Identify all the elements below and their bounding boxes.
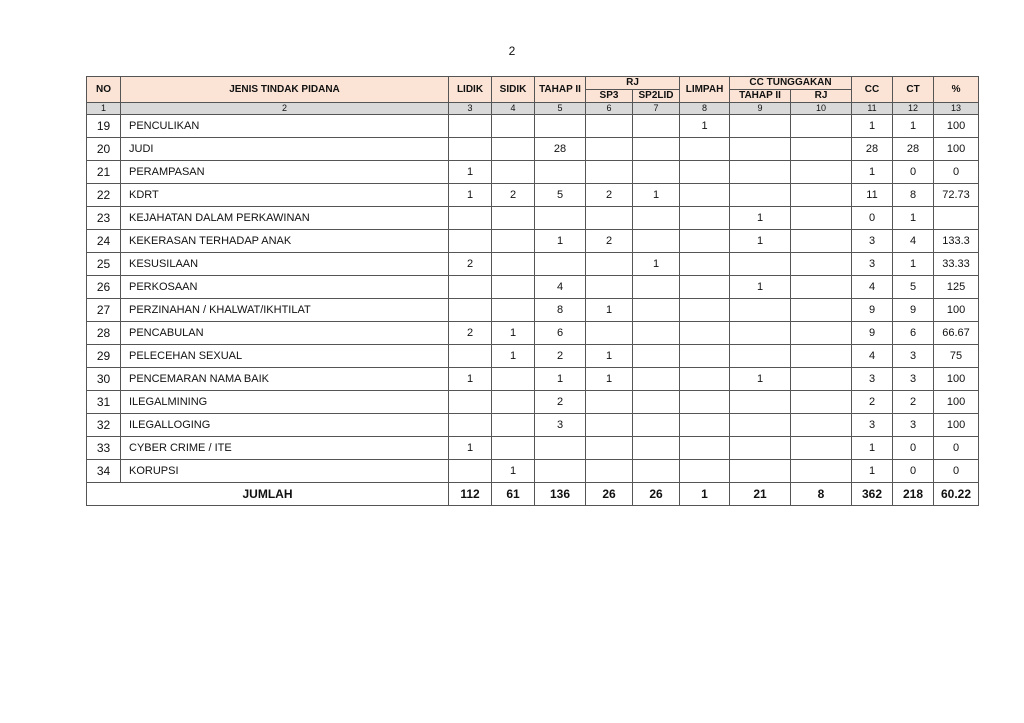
header-no: NO <box>87 77 121 103</box>
cell-sp2lid <box>633 391 680 414</box>
cell-cc: 1 <box>852 115 893 138</box>
cell-jenis-tindak-pidana: PELECEHAN SEXUAL <box>121 345 449 368</box>
cell-percent: 100 <box>934 115 979 138</box>
cell-limpah: 1 <box>680 115 730 138</box>
total-limpah: 1 <box>680 483 730 506</box>
cell-ct: 0 <box>893 161 934 184</box>
total-cct-tahap-ii: 21 <box>730 483 791 506</box>
cell-percent: 100 <box>934 368 979 391</box>
column-number: 9 <box>730 103 791 115</box>
cell-lidik: 1 <box>449 437 492 460</box>
cell-tahap-ii: 4 <box>535 276 586 299</box>
cell-limpah <box>680 460 730 483</box>
cell-no: 30 <box>87 368 121 391</box>
cell-sp3: 2 <box>586 230 633 253</box>
header-row-top <box>87 77 979 90</box>
cell-cc: 4 <box>852 345 893 368</box>
cell-sidik <box>492 276 535 299</box>
cell-sp3 <box>586 322 633 345</box>
total-sidik: 61 <box>492 483 535 506</box>
cell-sidik <box>492 253 535 276</box>
cell-cct-rj <box>791 437 852 460</box>
cell-jenis-tindak-pidana: KDRT <box>121 184 449 207</box>
cell-percent: 75 <box>934 345 979 368</box>
table-row <box>87 460 979 483</box>
cell-sidik: 1 <box>492 460 535 483</box>
column-number: 10 <box>791 103 852 115</box>
total-ct: 218 <box>893 483 934 506</box>
cell-ct: 3 <box>893 414 934 437</box>
cell-cct-tahap-ii: 1 <box>730 207 791 230</box>
cell-limpah <box>680 345 730 368</box>
cell-tahap-ii: 6 <box>535 322 586 345</box>
crime-statistics-table <box>86 76 979 506</box>
cell-percent: 0 <box>934 460 979 483</box>
cell-sp2lid <box>633 299 680 322</box>
cell-cct-tahap-ii <box>730 322 791 345</box>
cell-no: 21 <box>87 161 121 184</box>
cell-limpah <box>680 161 730 184</box>
header-percent: % <box>934 77 979 103</box>
cell-sp2lid: 1 <box>633 253 680 276</box>
cell-cc: 1 <box>852 437 893 460</box>
cell-sp2lid <box>633 414 680 437</box>
cell-cct-rj <box>791 230 852 253</box>
cell-percent: 125 <box>934 276 979 299</box>
cell-cc: 3 <box>852 253 893 276</box>
table-row <box>87 391 979 414</box>
total-tahap-ii: 136 <box>535 483 586 506</box>
table-row <box>87 115 979 138</box>
cell-tahap-ii <box>535 460 586 483</box>
cell-ct: 6 <box>893 322 934 345</box>
cell-ct: 2 <box>893 391 934 414</box>
cell-lidik: 1 <box>449 368 492 391</box>
cell-no: 29 <box>87 345 121 368</box>
cell-sidik: 2 <box>492 184 535 207</box>
column-number: 4 <box>492 103 535 115</box>
header-cc-tunggakan: CC TUNGGAKAN <box>730 77 852 90</box>
cell-sidik <box>492 437 535 460</box>
column-number: 5 <box>535 103 586 115</box>
cell-jenis-tindak-pidana: PENCABULAN <box>121 322 449 345</box>
cell-lidik <box>449 230 492 253</box>
cell-ct: 8 <box>893 184 934 207</box>
cell-limpah <box>680 414 730 437</box>
cell-sp3 <box>586 391 633 414</box>
cell-percent: 133.3 <box>934 230 979 253</box>
cell-cc: 3 <box>852 368 893 391</box>
cell-ct: 1 <box>893 207 934 230</box>
cell-jenis-tindak-pidana: PERZINAHAN / KHALWAT/IKHTILAT <box>121 299 449 322</box>
cell-no: 26 <box>87 276 121 299</box>
cell-percent <box>934 207 979 230</box>
cell-no: 34 <box>87 460 121 483</box>
cell-ct: 0 <box>893 437 934 460</box>
cell-no: 25 <box>87 253 121 276</box>
header-limpah: LIMPAH <box>680 77 730 103</box>
cell-tahap-ii <box>535 115 586 138</box>
cell-cct-rj <box>791 299 852 322</box>
cell-sidik <box>492 391 535 414</box>
cell-lidik: 2 <box>449 253 492 276</box>
column-number-row <box>87 103 979 115</box>
cell-ct: 4 <box>893 230 934 253</box>
table-row <box>87 184 979 207</box>
cell-percent: 100 <box>934 414 979 437</box>
cell-cct-tahap-ii <box>730 345 791 368</box>
cell-no: 28 <box>87 322 121 345</box>
cell-limpah <box>680 276 730 299</box>
cell-jenis-tindak-pidana: KEKERASAN TERHADAP ANAK <box>121 230 449 253</box>
cell-sidik: 1 <box>492 322 535 345</box>
cell-cct-tahap-ii <box>730 253 791 276</box>
cell-sp3 <box>586 437 633 460</box>
column-number: 8 <box>680 103 730 115</box>
cell-sidik <box>492 207 535 230</box>
cell-jenis-tindak-pidana: KEJAHATAN DALAM PERKAWINAN <box>121 207 449 230</box>
cell-jenis-tindak-pidana: PERKOSAAN <box>121 276 449 299</box>
cell-cct-rj <box>791 184 852 207</box>
cell-ct: 3 <box>893 368 934 391</box>
column-number: 11 <box>852 103 893 115</box>
cell-cct-rj <box>791 276 852 299</box>
total-lidik: 112 <box>449 483 492 506</box>
cell-cct-rj <box>791 115 852 138</box>
cell-tahap-ii: 5 <box>535 184 586 207</box>
cell-ct: 1 <box>893 115 934 138</box>
column-number: 7 <box>633 103 680 115</box>
cell-limpah <box>680 184 730 207</box>
header-rj: RJ <box>586 77 680 90</box>
cell-limpah <box>680 253 730 276</box>
table-row <box>87 299 979 322</box>
cell-sp2lid <box>633 460 680 483</box>
cell-cct-rj <box>791 391 852 414</box>
cell-cct-rj <box>791 161 852 184</box>
cell-jenis-tindak-pidana: CYBER CRIME / ITE <box>121 437 449 460</box>
cell-jenis-tindak-pidana: PENCULIKAN <box>121 115 449 138</box>
cell-lidik <box>449 391 492 414</box>
table-row <box>87 345 979 368</box>
header-ct: CT <box>893 77 934 103</box>
cell-no: 31 <box>87 391 121 414</box>
column-number: 2 <box>121 103 449 115</box>
cell-cct-rj <box>791 138 852 161</box>
cell-cct-tahap-ii: 1 <box>730 276 791 299</box>
cell-cct-tahap-ii: 1 <box>730 368 791 391</box>
cell-lidik <box>449 299 492 322</box>
cell-cct-tahap-ii <box>730 161 791 184</box>
cell-sp3: 1 <box>586 368 633 391</box>
cell-lidik <box>449 460 492 483</box>
cell-lidik <box>449 345 492 368</box>
cell-cct-rj <box>791 368 852 391</box>
cell-tahap-ii <box>535 161 586 184</box>
table-row <box>87 414 979 437</box>
cell-sp2lid <box>633 437 680 460</box>
cell-sidik <box>492 230 535 253</box>
cell-cc: 3 <box>852 230 893 253</box>
total-label: JUMLAH <box>87 483 449 506</box>
cell-ct: 28 <box>893 138 934 161</box>
total-sp3: 26 <box>586 483 633 506</box>
cell-percent: 66.67 <box>934 322 979 345</box>
cell-cc: 11 <box>852 184 893 207</box>
cell-cct-rj <box>791 414 852 437</box>
cell-sp2lid <box>633 322 680 345</box>
cell-sp2lid <box>633 276 680 299</box>
table-row <box>87 322 979 345</box>
cell-jenis-tindak-pidana: JUDI <box>121 138 449 161</box>
column-number: 3 <box>449 103 492 115</box>
cell-cct-tahap-ii <box>730 437 791 460</box>
cell-no: 24 <box>87 230 121 253</box>
table-row <box>87 437 979 460</box>
cell-cc: 2 <box>852 391 893 414</box>
cell-lidik: 2 <box>449 322 492 345</box>
cell-cct-rj <box>791 460 852 483</box>
cell-no: 32 <box>87 414 121 437</box>
cell-sp2lid <box>633 138 680 161</box>
cell-cct-rj <box>791 345 852 368</box>
table-row <box>87 230 979 253</box>
cell-tahap-ii: 8 <box>535 299 586 322</box>
cell-sp2lid: 1 <box>633 184 680 207</box>
cell-limpah <box>680 437 730 460</box>
cell-sidik <box>492 138 535 161</box>
cell-cct-tahap-ii <box>730 184 791 207</box>
cell-tahap-ii: 1 <box>535 230 586 253</box>
cell-cct-tahap-ii <box>730 414 791 437</box>
cell-ct: 5 <box>893 276 934 299</box>
cell-sp3: 2 <box>586 184 633 207</box>
cell-cct-tahap-ii <box>730 460 791 483</box>
cell-sp2lid <box>633 115 680 138</box>
cell-cc: 3 <box>852 414 893 437</box>
cell-cct-tahap-ii <box>730 115 791 138</box>
header-tahap-ii: TAHAP II <box>535 77 586 103</box>
cell-no: 22 <box>87 184 121 207</box>
cell-tahap-ii: 2 <box>535 391 586 414</box>
cell-tahap-ii: 28 <box>535 138 586 161</box>
cell-tahap-ii <box>535 207 586 230</box>
cell-percent: 100 <box>934 138 979 161</box>
cell-sp2lid <box>633 207 680 230</box>
header-cct-tahap-ii: TAHAP II <box>730 90 791 103</box>
cell-ct: 3 <box>893 345 934 368</box>
cell-jenis-tindak-pidana: ILEGALMINING <box>121 391 449 414</box>
cell-cct-tahap-ii <box>730 138 791 161</box>
cell-ct: 9 <box>893 299 934 322</box>
cell-cct-tahap-ii <box>730 299 791 322</box>
header-jenis-tindak-pidana: JENIS TINDAK PIDANA <box>121 77 449 103</box>
cell-lidik <box>449 276 492 299</box>
table-row <box>87 253 979 276</box>
cell-sp3 <box>586 253 633 276</box>
cell-ct: 1 <box>893 253 934 276</box>
cell-cct-tahap-ii <box>730 391 791 414</box>
cell-percent: 0 <box>934 437 979 460</box>
cell-sp3 <box>586 161 633 184</box>
cell-limpah <box>680 299 730 322</box>
page-number: 2 <box>508 44 516 58</box>
cell-cct-rj <box>791 207 852 230</box>
total-sp2lid: 26 <box>633 483 680 506</box>
cell-lidik: 1 <box>449 161 492 184</box>
cell-cc: 28 <box>852 138 893 161</box>
cell-sp2lid <box>633 161 680 184</box>
cell-cct-rj <box>791 253 852 276</box>
cell-no: 19 <box>87 115 121 138</box>
table-row <box>87 276 979 299</box>
cell-limpah <box>680 138 730 161</box>
table-row <box>87 368 979 391</box>
table-row <box>87 207 979 230</box>
cell-percent: 0 <box>934 161 979 184</box>
cell-cct-rj <box>791 322 852 345</box>
cell-tahap-ii: 3 <box>535 414 586 437</box>
cell-sp3: 1 <box>586 299 633 322</box>
cell-no: 27 <box>87 299 121 322</box>
cell-lidik <box>449 138 492 161</box>
total-row <box>87 483 979 506</box>
cell-sp3 <box>586 414 633 437</box>
cell-sp3: 1 <box>586 345 633 368</box>
cell-percent: 100 <box>934 391 979 414</box>
cell-limpah <box>680 207 730 230</box>
cell-cc: 9 <box>852 299 893 322</box>
cell-sp3 <box>586 115 633 138</box>
cell-sp2lid <box>633 345 680 368</box>
cell-tahap-ii: 2 <box>535 345 586 368</box>
cell-no: 20 <box>87 138 121 161</box>
cell-sp3 <box>586 276 633 299</box>
table-row <box>87 138 979 161</box>
cell-jenis-tindak-pidana: PENCEMARAN NAMA BAIK <box>121 368 449 391</box>
header-cct-rj: RJ <box>791 90 852 103</box>
cell-sidik <box>492 414 535 437</box>
cell-percent: 72.73 <box>934 184 979 207</box>
cell-cct-tahap-ii: 1 <box>730 230 791 253</box>
cell-limpah <box>680 322 730 345</box>
cell-sidik <box>492 368 535 391</box>
column-number: 6 <box>586 103 633 115</box>
header-sp3: SP3 <box>586 90 633 103</box>
cell-tahap-ii <box>535 253 586 276</box>
cell-lidik <box>449 115 492 138</box>
cell-jenis-tindak-pidana: PERAMPASAN <box>121 161 449 184</box>
cell-jenis-tindak-pidana: KORUPSI <box>121 460 449 483</box>
cell-tahap-ii: 1 <box>535 368 586 391</box>
cell-lidik: 1 <box>449 184 492 207</box>
header-sp2lid: SP2LID <box>633 90 680 103</box>
column-number: 13 <box>934 103 979 115</box>
cell-lidik <box>449 414 492 437</box>
cell-sp2lid <box>633 368 680 391</box>
cell-sidik <box>492 299 535 322</box>
cell-sidik <box>492 115 535 138</box>
cell-sidik: 1 <box>492 345 535 368</box>
header-sidik: SIDIK <box>492 77 535 103</box>
cell-cc: 1 <box>852 460 893 483</box>
cell-sp3 <box>586 460 633 483</box>
cell-limpah <box>680 391 730 414</box>
cell-percent: 100 <box>934 299 979 322</box>
total-cct-rj: 8 <box>791 483 852 506</box>
cell-no: 23 <box>87 207 121 230</box>
cell-sp3 <box>586 207 633 230</box>
cell-ct: 0 <box>893 460 934 483</box>
cell-jenis-tindak-pidana: ILEGALLOGING <box>121 414 449 437</box>
cell-percent: 33.33 <box>934 253 979 276</box>
column-number: 12 <box>893 103 934 115</box>
cell-jenis-tindak-pidana: KESUSILAAN <box>121 253 449 276</box>
column-number: 1 <box>87 103 121 115</box>
cell-sp2lid <box>633 230 680 253</box>
cell-tahap-ii <box>535 437 586 460</box>
cell-cc: 0 <box>852 207 893 230</box>
header-cc: CC <box>852 77 893 103</box>
total-percent: 60.22 <box>934 483 979 506</box>
cell-no: 33 <box>87 437 121 460</box>
cell-cc: 4 <box>852 276 893 299</box>
header-lidik: LIDIK <box>449 77 492 103</box>
cell-lidik <box>449 207 492 230</box>
cell-limpah <box>680 368 730 391</box>
table-body <box>87 115 979 506</box>
total-cc: 362 <box>852 483 893 506</box>
cell-cc: 9 <box>852 322 893 345</box>
cell-sidik <box>492 161 535 184</box>
cell-limpah <box>680 230 730 253</box>
cell-cc: 1 <box>852 161 893 184</box>
table-row <box>87 161 979 184</box>
cell-sp3 <box>586 138 633 161</box>
